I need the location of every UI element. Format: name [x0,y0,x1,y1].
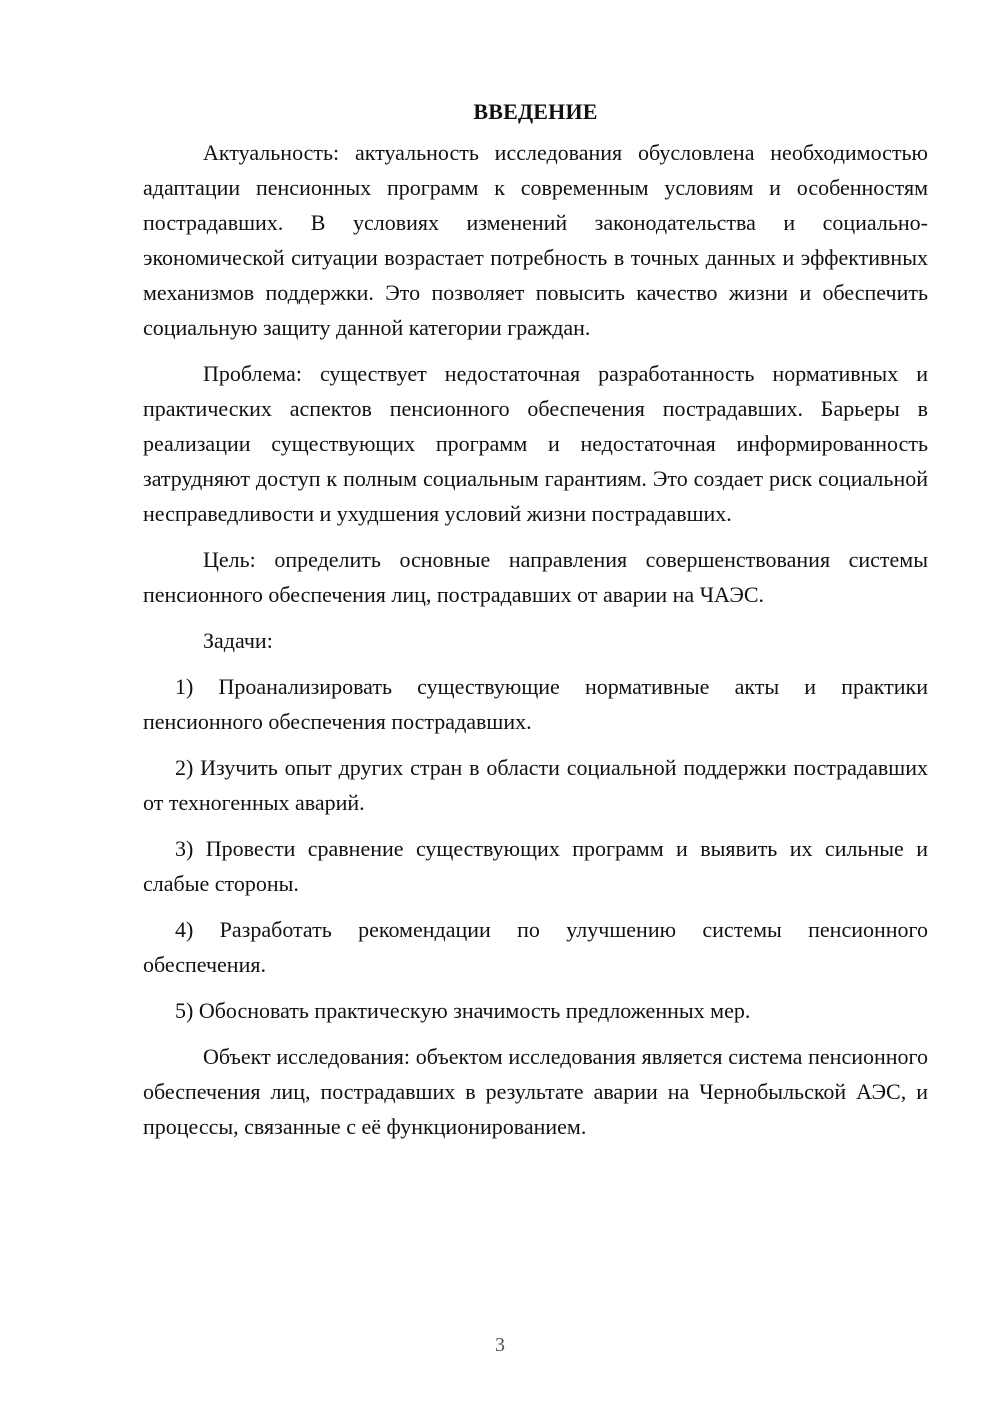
relevance-paragraph: Актуальность: актуальность исследования обусловлена необходимостью адаптации пенсионных программ к современным условиям и особенностям пострадавших. В условиях изменений законодательства и социально-экономической ситуации возрастает потребность в точных данных и эффективных механизмов поддержки. Это позволяет повысить качество жизни и обеспечить социальную защиту данной категории граждан. [143,140,928,340]
page-number: 3 [495,1334,505,1356]
object-paragraph: Объект исследования: объектом исследования является система пенсионного обеспечения лиц, пострадавших в результате аварии на Чернобыльской АЭС, и процессы, связанные с её функционированием. [143,1044,928,1139]
problem-paragraph: Проблема: существует недостаточная разработанность нормативных и практических аспектов пенсионного обеспечения пострадавших. Барьеры в реализации существующих программ и недостаточная информированность затрудняют доступ к полным социальным гарантиям. Это создает риск социальной несправедливости и ухудшения условий жизни пострадавших. [143,361,928,526]
page-content [143,94,928,1155]
goal-paragraph: Цель: определить основные направления совершенствования системы пенсионного обеспечения лиц, пострадавших от аварии на ЧАЭС. [143,547,928,607]
task-item-4: 4) Разработать рекомендации по улучшению системы пенсионного обеспечения. [143,917,928,977]
tasks-label: Задачи: [203,628,273,653]
task-item-5: 5) Обосновать практическую значимость предложенных мер. [175,998,751,1023]
section-heading: ВВЕДЕНИЕ [473,99,598,124]
task-item-2: 2) Изучить опыт других стран в области социальной поддержки пострадавших от техногенных аварий. [143,755,928,815]
task-item-1: 1) Проанализировать существующие нормативные акты и практики пенсионного обеспечения пострадавших. [143,674,928,734]
task-item-3: 3) Провести сравнение существующих программ и выявить их сильные и слабые стороны. [143,836,928,896]
